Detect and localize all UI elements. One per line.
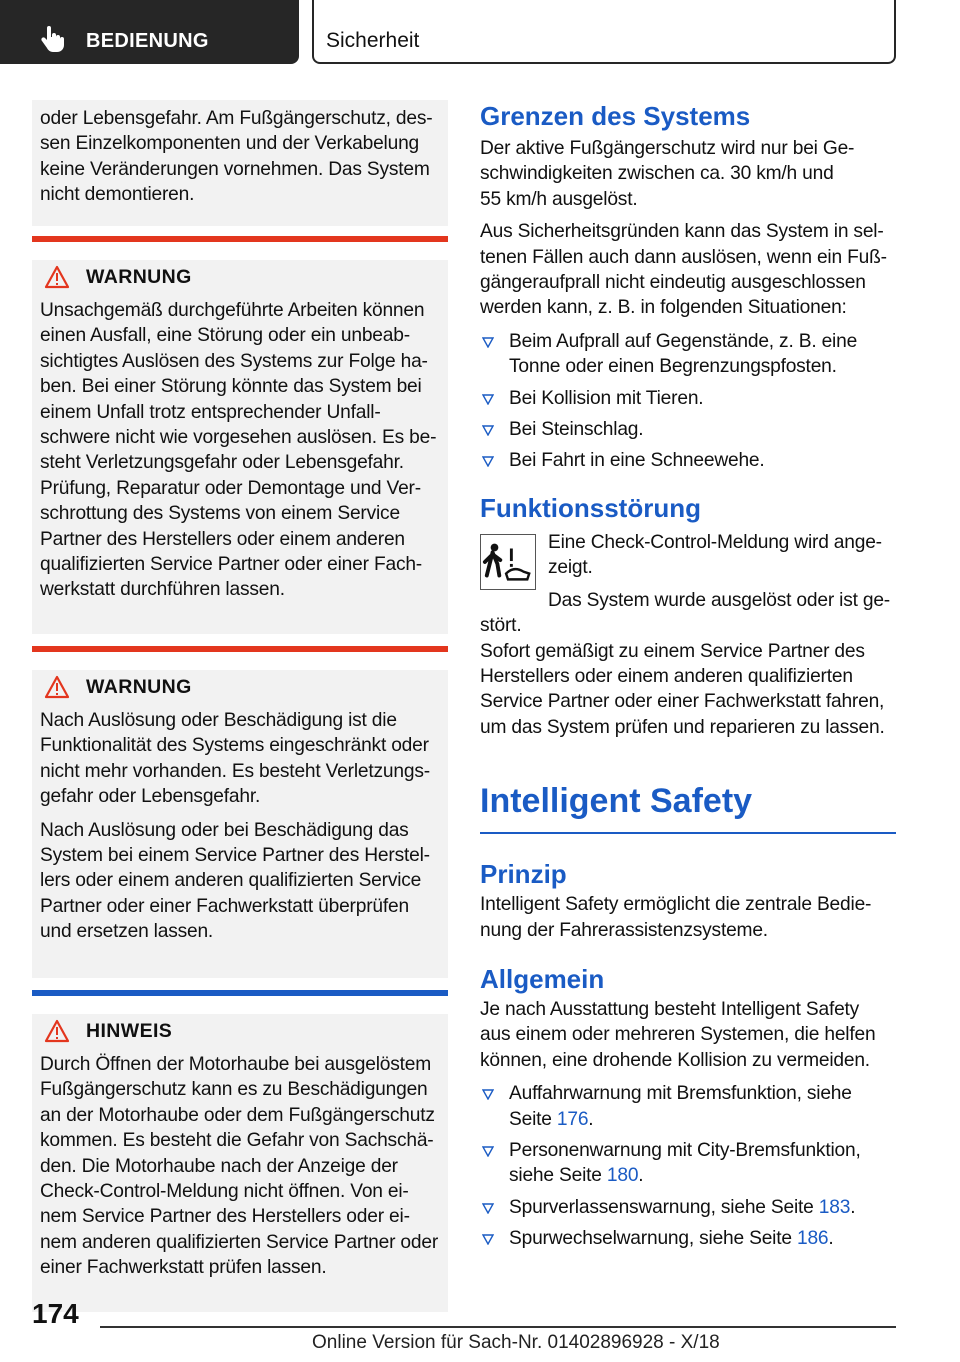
warning-text: Unsachgemäß durchgeführte Arbeiten können einen Ausfall, eine Störung oder ein unbeab- sichtigtes Auslösen des Systems zur Folge ha- ben. Bei einer Störung könnte das System bei einem Unfall trotz entsprechender Unfall- schwere nicht wie vorgesehen auslösen. Es be- steht Verletzungsgefahr oder Lebensgefahr. Prüfung, Reparatur oder Demontage und Ver- schrottung des Systems von einem Service Partner des Herstellers oder einem anderen qualifizierten Service Partner oder einer Fach- werkstatt durchführen lassen.: [40, 300, 437, 601]
triangle-bullet-icon: [482, 1146, 494, 1157]
section-title: BEDIENUNG: [86, 30, 209, 52]
heading-rule: [480, 832, 896, 834]
note-header: [40, 1014, 440, 1048]
note-text: Durch Öffnen der Motorhaube bei ausgelöstem Fußgängerschutz kann es zu Beschädigungen an der Motorhaube oder dem Fußgängerschutz kommen. Es besteht die Gefahr von Sachschä- den. Die Motorhaube nach der Anzeige der Check-Control-Meldung nicht öffnen. Von ei- nem Service Partner des Herstellers oder ei- nem anderen qualifizierten Service Partner oder einer Fachwerkstatt prüfen lassen.: [40, 1054, 439, 1279]
hand-pointer-icon: [40, 26, 66, 52]
warning-box-2: [32, 670, 448, 978]
triangle-bullet-icon: [482, 1234, 494, 1245]
section-heading-principle: Prinzip: [480, 859, 567, 890]
section-heading-malfunction: Funktionsstörung: [480, 492, 701, 523]
page-link-183[interactable]: 183: [818, 1196, 851, 1218]
warning-bar: [32, 236, 448, 242]
warning-triangle-icon: [44, 1019, 70, 1043]
footer-text: Online Version für Sach-Nr. 01402896928 - X/18: [312, 1332, 720, 1353]
section-heading-limits: Grenzen des Systems: [480, 101, 751, 131]
triangle-bullet-icon: [482, 337, 494, 348]
paragraph: Sofort gemäßigt zu einem Service Partner des Herstellers oder einem anderen qualifizierten Service Partner oder einer Fachwerkstatt fahren, um das System prüfen und reparieren zu lassen.: [480, 640, 885, 738]
paragraph: stört.: [480, 615, 522, 637]
warning-text: Nach Auslösung oder Beschädigung ist die Funktionalität des Systems eingeschränkt oder nicht mehr vorhanden. Es besteht Verletzungs- gefahr oder Lebensgefahr.: [40, 710, 430, 808]
triangle-bullet-icon: [482, 456, 494, 467]
paragraph: Je nach Ausstattung besteht Intelligent Safety aus einem oder mehreren Systemen, die helfen können, eine drohende Kollision zu vermeiden.: [480, 998, 876, 1071]
list-item: Auffahrwarnung mit Bremsfunktion, siehe Seite 176.: [480, 1081, 896, 1132]
list-item: Personenwarnung mit City-Bremsfunktion, siehe Seite 180.: [480, 1138, 896, 1189]
paragraph: Intelligent Safety ermöglicht die zentrale Bedie- nung der Fahrerassistenzsysteme.: [480, 894, 872, 941]
triangle-bullet-icon: [482, 1089, 494, 1100]
note-box: [32, 1014, 448, 1312]
list-item: Spurwechselwarnung, siehe Seite 186.: [480, 1226, 896, 1251]
page-link-180[interactable]: 180: [606, 1165, 639, 1187]
page-link-176[interactable]: 176: [556, 1108, 589, 1130]
note-title: HINWEIS: [86, 1019, 173, 1042]
section-heading-general: Allgemein: [480, 963, 605, 994]
paragraph: Eine Check-Control-Meldung wird ange- zeigt.: [548, 531, 882, 579]
paragraph: Aus Sicherheitsgründen kann das System in sel- tenen Fällen auch dann auslösen, wenn ein Fuß- gängeraufprall nicht eindeutig ausgeschlossen werden kann, z. B. in folgenden Situationen:: [480, 221, 887, 319]
system-list: [480, 1081, 896, 1251]
warning-header: [40, 670, 440, 704]
page-header: [0, 0, 960, 66]
triangle-bullet-icon: [482, 425, 494, 436]
right-column: [480, 100, 896, 1258]
pedestrian-warning-icon: [480, 534, 536, 590]
paragraph: Der aktive Fußgängerschutz wird nur bei Ge- schwindigkeiten zwischen ca. 30 km/h und 55 km/h ausgelöst.: [480, 138, 855, 210]
triangle-bullet-icon: [482, 1203, 494, 1214]
left-column: [32, 100, 448, 1312]
warning-triangle-icon: [44, 265, 70, 289]
warning-title: WARNUNG: [86, 675, 192, 698]
subsection-tab: [312, 0, 896, 64]
subsection-title: Sicherheit: [326, 29, 420, 52]
warning-text: Nach Auslösung oder bei Beschädigung das System bei einem Service Partner des Herstel- lers oder einem anderen qualifizierten Service Partner oder einer Fachwerkstatt überprüfen und ersetzen lassen.: [40, 819, 430, 943]
intro-box: [32, 100, 448, 226]
list-item: Spurverlassenswarnung, siehe Seite 183.: [480, 1195, 896, 1220]
paragraph: Das System wurde ausgelöst oder ist ge-: [548, 589, 890, 611]
note-bar: [32, 990, 448, 996]
warning-title: WARNUNG: [86, 265, 192, 288]
warning-box-1: [32, 260, 448, 634]
warning-triangle-icon: [44, 675, 70, 699]
list-item: Bei Kollision mit Tieren.: [480, 386, 896, 411]
malfunction-block: [480, 530, 896, 639]
page-link-186[interactable]: 186: [796, 1228, 829, 1250]
page-number: 174: [32, 1298, 79, 1329]
triangle-bullet-icon: [482, 394, 494, 405]
section-tab: [0, 0, 299, 64]
malfunction-text: [480, 530, 896, 613]
list-item: Beim Aufprall auf Gegenstände, z. B. eine Tonne oder einen Begrenzungspfosten.: [480, 329, 896, 380]
list-item: Bei Steinschlag.: [480, 417, 896, 442]
situation-list: [480, 329, 896, 474]
chapter-heading: Intelligent Safety: [480, 782, 753, 821]
intro-text: oder Lebensgefahr. Am Fußgängerschutz, des- sen Einzelkomponenten und der Verkabelung keine Veränderungen vornehmen. Das System nicht demontieren.: [40, 108, 433, 206]
warning-bar: [32, 646, 448, 652]
footer-rule: [100, 1326, 896, 1328]
list-item: Bei Fahrt in eine Schneewehe.: [480, 448, 896, 473]
warning-header: [40, 260, 440, 294]
